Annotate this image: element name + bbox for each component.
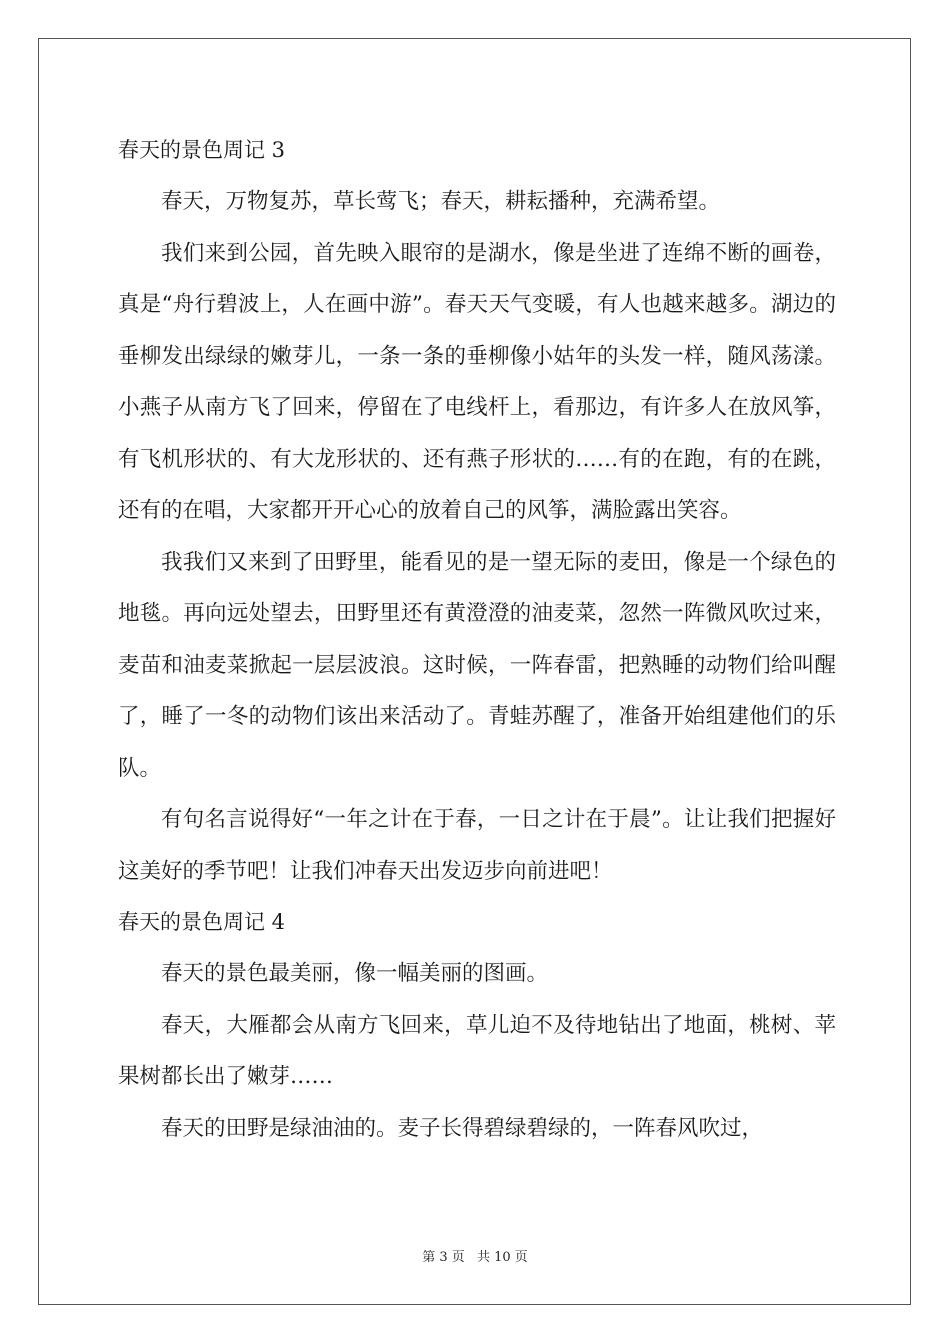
page-footer [0, 1246, 950, 1265]
page-number: 第 3 页 [422, 1250, 465, 1265]
page-total: 共 10 页 [476, 1250, 528, 1265]
document-body [118, 125, 836, 1154]
paragraph: 春天，大雁都会从南方飞回来，草儿迫不及待地钻出了地面，桃树、苹果树都长出了嫩芽…… [118, 1012, 836, 1089]
paragraph: 春天的景色最美丽，像一幅美丽的图画。 [161, 961, 549, 986]
paragraph: 我们来到公园，首先映入眼帘的是湖水，像是坐进了连绵不断的画卷，真是“舟行碧波上，人在画中游”。春天天气变暖，有人也越来越多。湖边的垂柳发出绿绿的嫩芽儿，一条一条的垂柳像小姑年的头发一样，随风荡漾。小燕子从南方飞了回来，停留在了电线杆上，看那边，有许多人在放风筝，有飞机形状的、有大龙形状的、还有燕子形状的……有的在跑，有的在跳，还有的在唱，大家都开开心心的放着自己的风筝，满脸露出笑容。 [118, 240, 836, 523]
paragraph: 春天的田野是绿油油的。麦子长得碧绿碧绿的，一阵春风吹过， [161, 1115, 764, 1141]
section-title: 春天的景色周记 4 [118, 910, 286, 934]
paragraph: 有句名言说得好“一年之计在于春，一日之计在于晨”。让让我们把握好这美好的季节吧！让我们冲春天出发迈步向前进吧！ [118, 807, 836, 884]
paragraph: 我我们又来到了田野里，能看见的是一望无际的麦田，像是一个绿色的地毯。再向远处望去，田野里还有黄澄澄的油麦菜，忽然一阵微风吹过来，麦苗和油麦菜掀起一层层波浪。这时候，一阵春雷，把熟睡的动物们给叫醒了，睡了一冬的动物们该出来活动了。青蛙苏醒了，准备开始组建他们的乐队。 [118, 549, 836, 781]
section-title: 春天的景色周记 3 [118, 138, 286, 162]
paragraph: 春天，万物复苏，草长莺飞；春天，耕耘播种，充满希望。 [161, 189, 721, 214]
